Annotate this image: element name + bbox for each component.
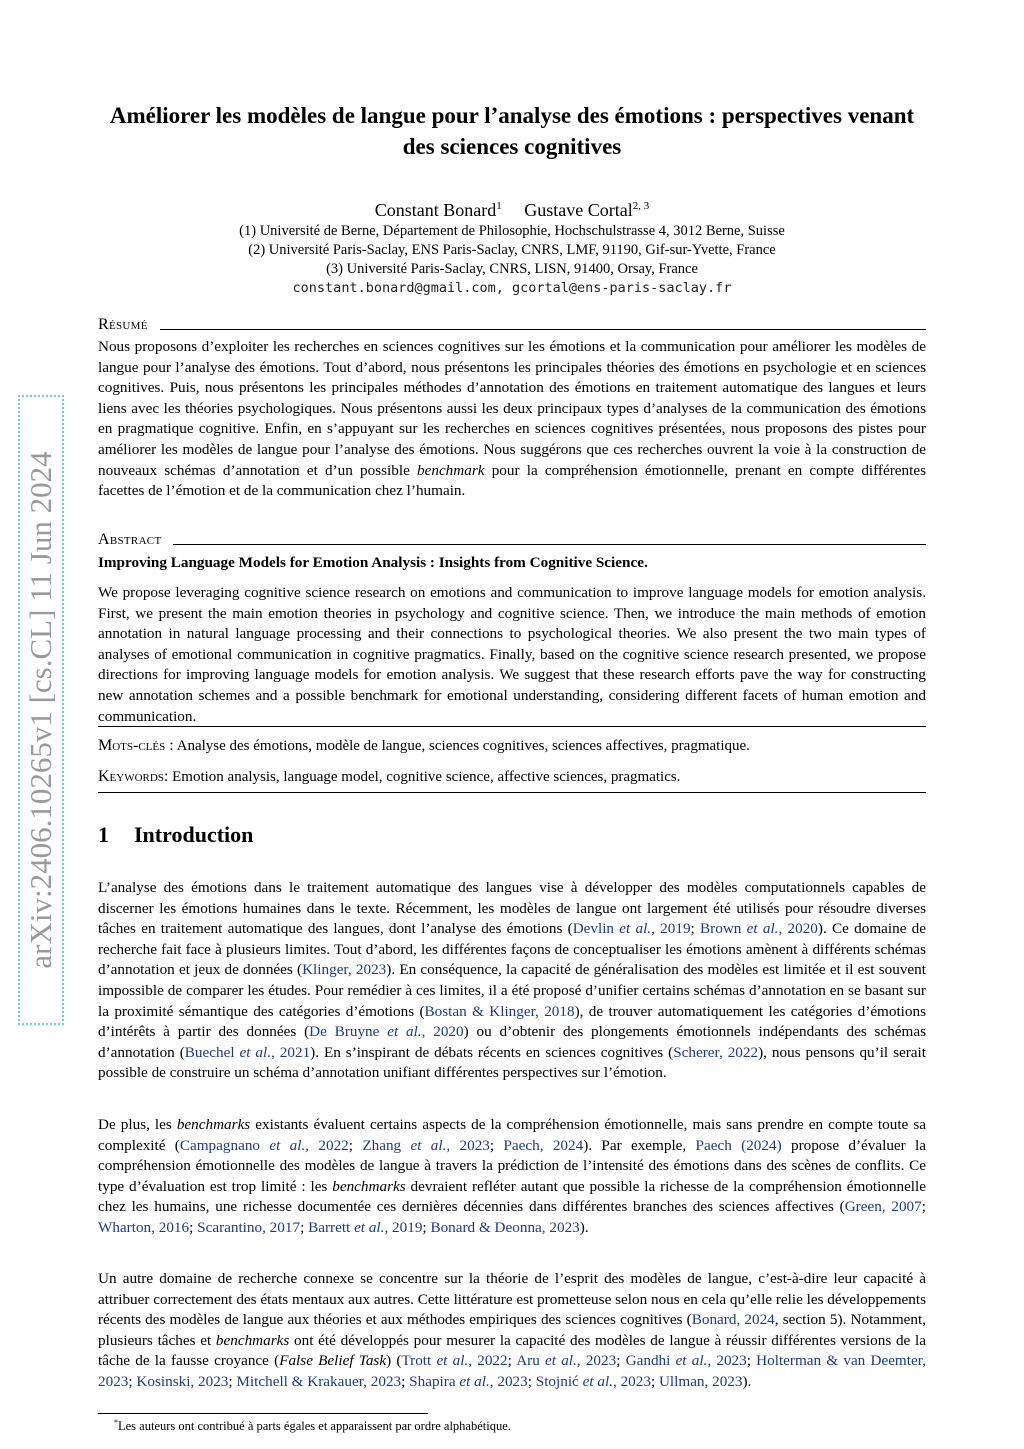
arxiv-id: arXiv:2406.10265v1 [cs.CL] 11 Jun 2024 bbox=[23, 451, 58, 969]
citation-link[interactable]: Campagnano et al., 2022 bbox=[179, 1136, 349, 1154]
footnote-text: Les auteurs ont contribué à parts égales et apparaissent par ordre alphabétique. bbox=[118, 1419, 511, 1434]
citation-link[interactable]: Scherer, 2022 bbox=[673, 1043, 759, 1061]
intro-paragraph-1: L’analyse des émotions dans le traitement automatique des langues vise à développer des modèles computationnels capables de discerner les émotions humaines dans le texte. Récemment, les modèles de langue ont largement été utilisés pour résoudre diverses tâches en traitement automatique des langues, dont l’analyse des émotions (Devlin et al., 2019; Brown et al., 2020). Ce domaine de recherche fait face à plusieurs limites. Tout d’abord, les différentes façons de conceptualiser les émotions amènent à différents schémas d’annotation et jeux de données (Klinger, 2023). En conséquence, la capacité de généralisation des modèles est limitée et il est souvent impossible de comparer les études. Pour remédier à ces limites, il a été proposé d’unifier certains schémas d’annotation en se basant sur la proximité sémantique des catégories d’émotions (Bostan & Klinger, 2018), de trouver automatiquement les catégories d’émotions d’intérêts à partir des données (De Bruyne et al., 2020) ou d’obtenir des plongements émotionnels indépendants des schémas d’annotation (Buechel et al., 2021). En s’inspirant de débats récents en sciences cognitives (Scherer, 2022), nous pensons qu’il serait possible de construire un schéma d’annotation unifiant différentes perspectives sur l’émotion. bbox=[98, 879, 927, 1082]
citation-link[interactable]: Scarantino, 2017 bbox=[197, 1218, 301, 1236]
author-list bbox=[100, 200, 924, 221]
section-heading bbox=[98, 822, 253, 848]
citation-link[interactable]: Paech (2024) bbox=[695, 1136, 782, 1154]
section-number: 1 bbox=[98, 822, 109, 847]
email-line bbox=[100, 279, 924, 298]
citation-link[interactable]: Stojnić et al., 2023 bbox=[535, 1372, 651, 1390]
footnote-mark: * bbox=[114, 1418, 118, 1427]
keywords-top-rule bbox=[98, 726, 926, 727]
keywords bbox=[98, 767, 926, 788]
citation-link[interactable]: Wharton, 2016 bbox=[98, 1218, 190, 1236]
citation-link[interactable]: Barrett et al., 2019 bbox=[308, 1218, 423, 1236]
citation-link[interactable]: Devlin et al., 2019 bbox=[572, 920, 691, 938]
affiliation: (1) Université de Berne, Département de Philosophie, Hochschulstrasse 4, 3012 Berne, Suisse bbox=[239, 223, 785, 239]
resume-heading-text: Résumé bbox=[98, 316, 148, 333]
paper-title: Améliorer les modèles de langue pour l’analyse des émotions : perspectives venant des sciences cognitives bbox=[109, 103, 915, 159]
arxiv-stamp bbox=[18, 395, 64, 1025]
heading-rule bbox=[173, 544, 926, 545]
abstract-heading-text: Abstract bbox=[98, 531, 162, 548]
citation-link[interactable]: Trott et al., 2022 bbox=[401, 1352, 508, 1370]
footnote bbox=[114, 1418, 511, 1434]
abstract-title: Improving Language Models for Emotion Analysis : Insights from Cognitive Science. bbox=[98, 554, 648, 571]
citation-link[interactable]: Paech, 2024 bbox=[503, 1136, 584, 1154]
citation-link[interactable]: De Bruyne et al., 2020 bbox=[309, 1023, 464, 1041]
intro-paragraph-3: Un autre domaine de recherche connexe se concentre sur la théorie de l’esprit des modèles de langue, c’est-à-dire leur capacité à attribuer correctement des états mentaux aux autres. Cette littérature est prometteuse selon nous en cela qu’elle relie les développements récents des modèles de langue aux théories et aux méthodes empiriques des sciences cognitives (Bonard, 2024, section 5). Notamment, plusieurs tâches et benchmarks ont été développés pour mesurer la capacité des modèles de langue à réussir différentes versions de la tâche de la fausse croyance (False Belief Task) (Trott et al., 2022; Aru et al., 2023; Gandhi et al., 2023; Holterman & van Deemter, 2023; Kosinski, 2023; Mitchell & Krakauer, 2023; Shapira et al., 2023; Stojnić et al., 2023; Ullman, 2023). bbox=[98, 1270, 927, 1390]
keywords-text: Emotion analysis, language model, cognitive science, affective sciences, pragmatics. bbox=[172, 769, 681, 785]
keywords-label: Keywords: bbox=[98, 768, 169, 785]
citation-link[interactable]: Kosinski, 2023 bbox=[136, 1372, 229, 1390]
resume-body-end: pour la compréhension émotionnelle, prenant en compte différentes facettes de l’émotion et de la communication chez l’humain. bbox=[98, 461, 926, 500]
citation-link[interactable]: Klinger, 2023 bbox=[302, 961, 387, 979]
intro-paragraph-2: De plus, les benchmarks existants évaluent certains aspects de la compréhension émotionnelle, mais sans prendre en compte toute sa complexité (Campagnano et al., 2022; Zhang et al., 2023; Paech, 2024). Par exemple, Paech (2024) propose d’évaluer la compréhension émotionnelle des modèles de langue à travers la prédiction de l’intensité des émotions dans des scènes de conflits. Ce type d’évaluation est trop limité : les benchmarks devraient refléter autant que possible la richesse de la compréhension émotionnelle chez les humains, une richesse documentée ces dernières décennies dans différentes branches des sciences affectives (Green, 2007; Wharton, 2016; Scarantino, 2017; Barrett et al., 2019; Bonard & Deonna, 2023). bbox=[98, 1116, 927, 1236]
section-title: Introduction bbox=[134, 822, 254, 847]
abstract-text: We propose leveraging cognitive science research on emotions and communication to improve language models for emotion analysis. First, we present the main emotion theories in psychology and cognitive science. Then, we introduce the main methods of emotion annotation in natural language processing and their connections to psychological theories. We also present the two main types of analyses of emotional communication in cognitive pragmatics. Finally, based on the cognitive science research presented, we propose directions for improving language models for emotion analysis. We suggest that these research efforts pave the way for constructing new annotation schemes and a possible benchmark for emotional understanding, considering different facets of human emotion and communication. bbox=[98, 584, 926, 725]
citation-link[interactable]: Bonard, 2024 bbox=[691, 1311, 775, 1329]
citation-link[interactable]: Brown et al., 2020 bbox=[700, 920, 818, 938]
affiliation: (3) Université Paris-Saclay, CNRS, LISN, 91400, Orsay, France bbox=[326, 261, 698, 277]
author-name: Gustave Cortal bbox=[524, 200, 633, 220]
author-affiliation-mark: 2, 3 bbox=[632, 200, 650, 212]
citation-link[interactable]: Mitchell & Krakauer, 2023 bbox=[236, 1372, 402, 1390]
citation-link[interactable]: Ullman, 2023 bbox=[658, 1372, 743, 1390]
motscles-text: Analyse des émotions, modèle de langue, sciences cognitives, sciences affectives, pragmatique. bbox=[176, 738, 750, 754]
citation-link[interactable]: Bonard & Deonna, 2023 bbox=[430, 1218, 580, 1236]
footnote-rule bbox=[98, 1413, 428, 1414]
author-name: Constant Bonard bbox=[374, 200, 497, 220]
affiliation: (2) Université Paris-Saclay, ENS Paris-Saclay, CNRS, LMF, 91190, Gif-sur-Yvette, France bbox=[248, 242, 776, 258]
resume-heading bbox=[98, 316, 926, 334]
citation-link[interactable]: Gandhi et al., 2023 bbox=[625, 1352, 747, 1370]
heading-rule bbox=[160, 329, 926, 330]
citation-link[interactable]: Holterman & van Deemter, 2023 bbox=[98, 1352, 926, 1390]
keywords-bottom-rule bbox=[98, 792, 926, 793]
emails: constant.bonard@gmail.com, gcortal@ens-paris-saclay.fr bbox=[292, 280, 732, 296]
motscles-label: Mots-clés : bbox=[98, 737, 174, 754]
author-affiliation-mark: 1 bbox=[496, 200, 502, 212]
citation-link[interactable]: Zhang et al., 2023 bbox=[362, 1136, 490, 1154]
citation-link[interactable]: Shapira et al., 2023 bbox=[409, 1372, 528, 1390]
citation-link[interactable]: Aru et al., 2023 bbox=[516, 1352, 617, 1370]
resume-text bbox=[98, 337, 926, 502]
motscles bbox=[98, 736, 926, 757]
citation-link[interactable]: Bostan & Klinger, 2018 bbox=[424, 1002, 575, 1020]
citation-link[interactable]: Green, 2007 bbox=[844, 1198, 922, 1216]
resume-italic: benchmark bbox=[417, 461, 485, 479]
abstract-heading bbox=[98, 531, 926, 549]
resume-body: Nous proposons d’exploiter les recherches en sciences cognitives sur les émotions et la communication pour améliorer les modèles de langue pour l’analyse des émotions. Tout d’abord, nous présentons les principales théories des émotions en psychologie et en sciences cognitives. Puis, nous présentons les principales méthodes d’annotation des émotions en traitement automatique des langues et leurs liens avec les théories psychologiques. Nous présentons aussi les deux principaux types d’analyses de la communication des émotions en pragmatique cognitive. Enfin, en s’appuyant sur les recherches en sciences cognitives présentées, nous proposons des pistes pour améliorer les modèles de langue pour l’analyse des émotions. Nous suggérons que ces recherches ouvrent la voie à la construction de nouveaux schémas d’annotation et d’un possible bbox=[98, 338, 926, 479]
citation-link[interactable]: Buechel et al., 2021 bbox=[184, 1043, 311, 1061]
